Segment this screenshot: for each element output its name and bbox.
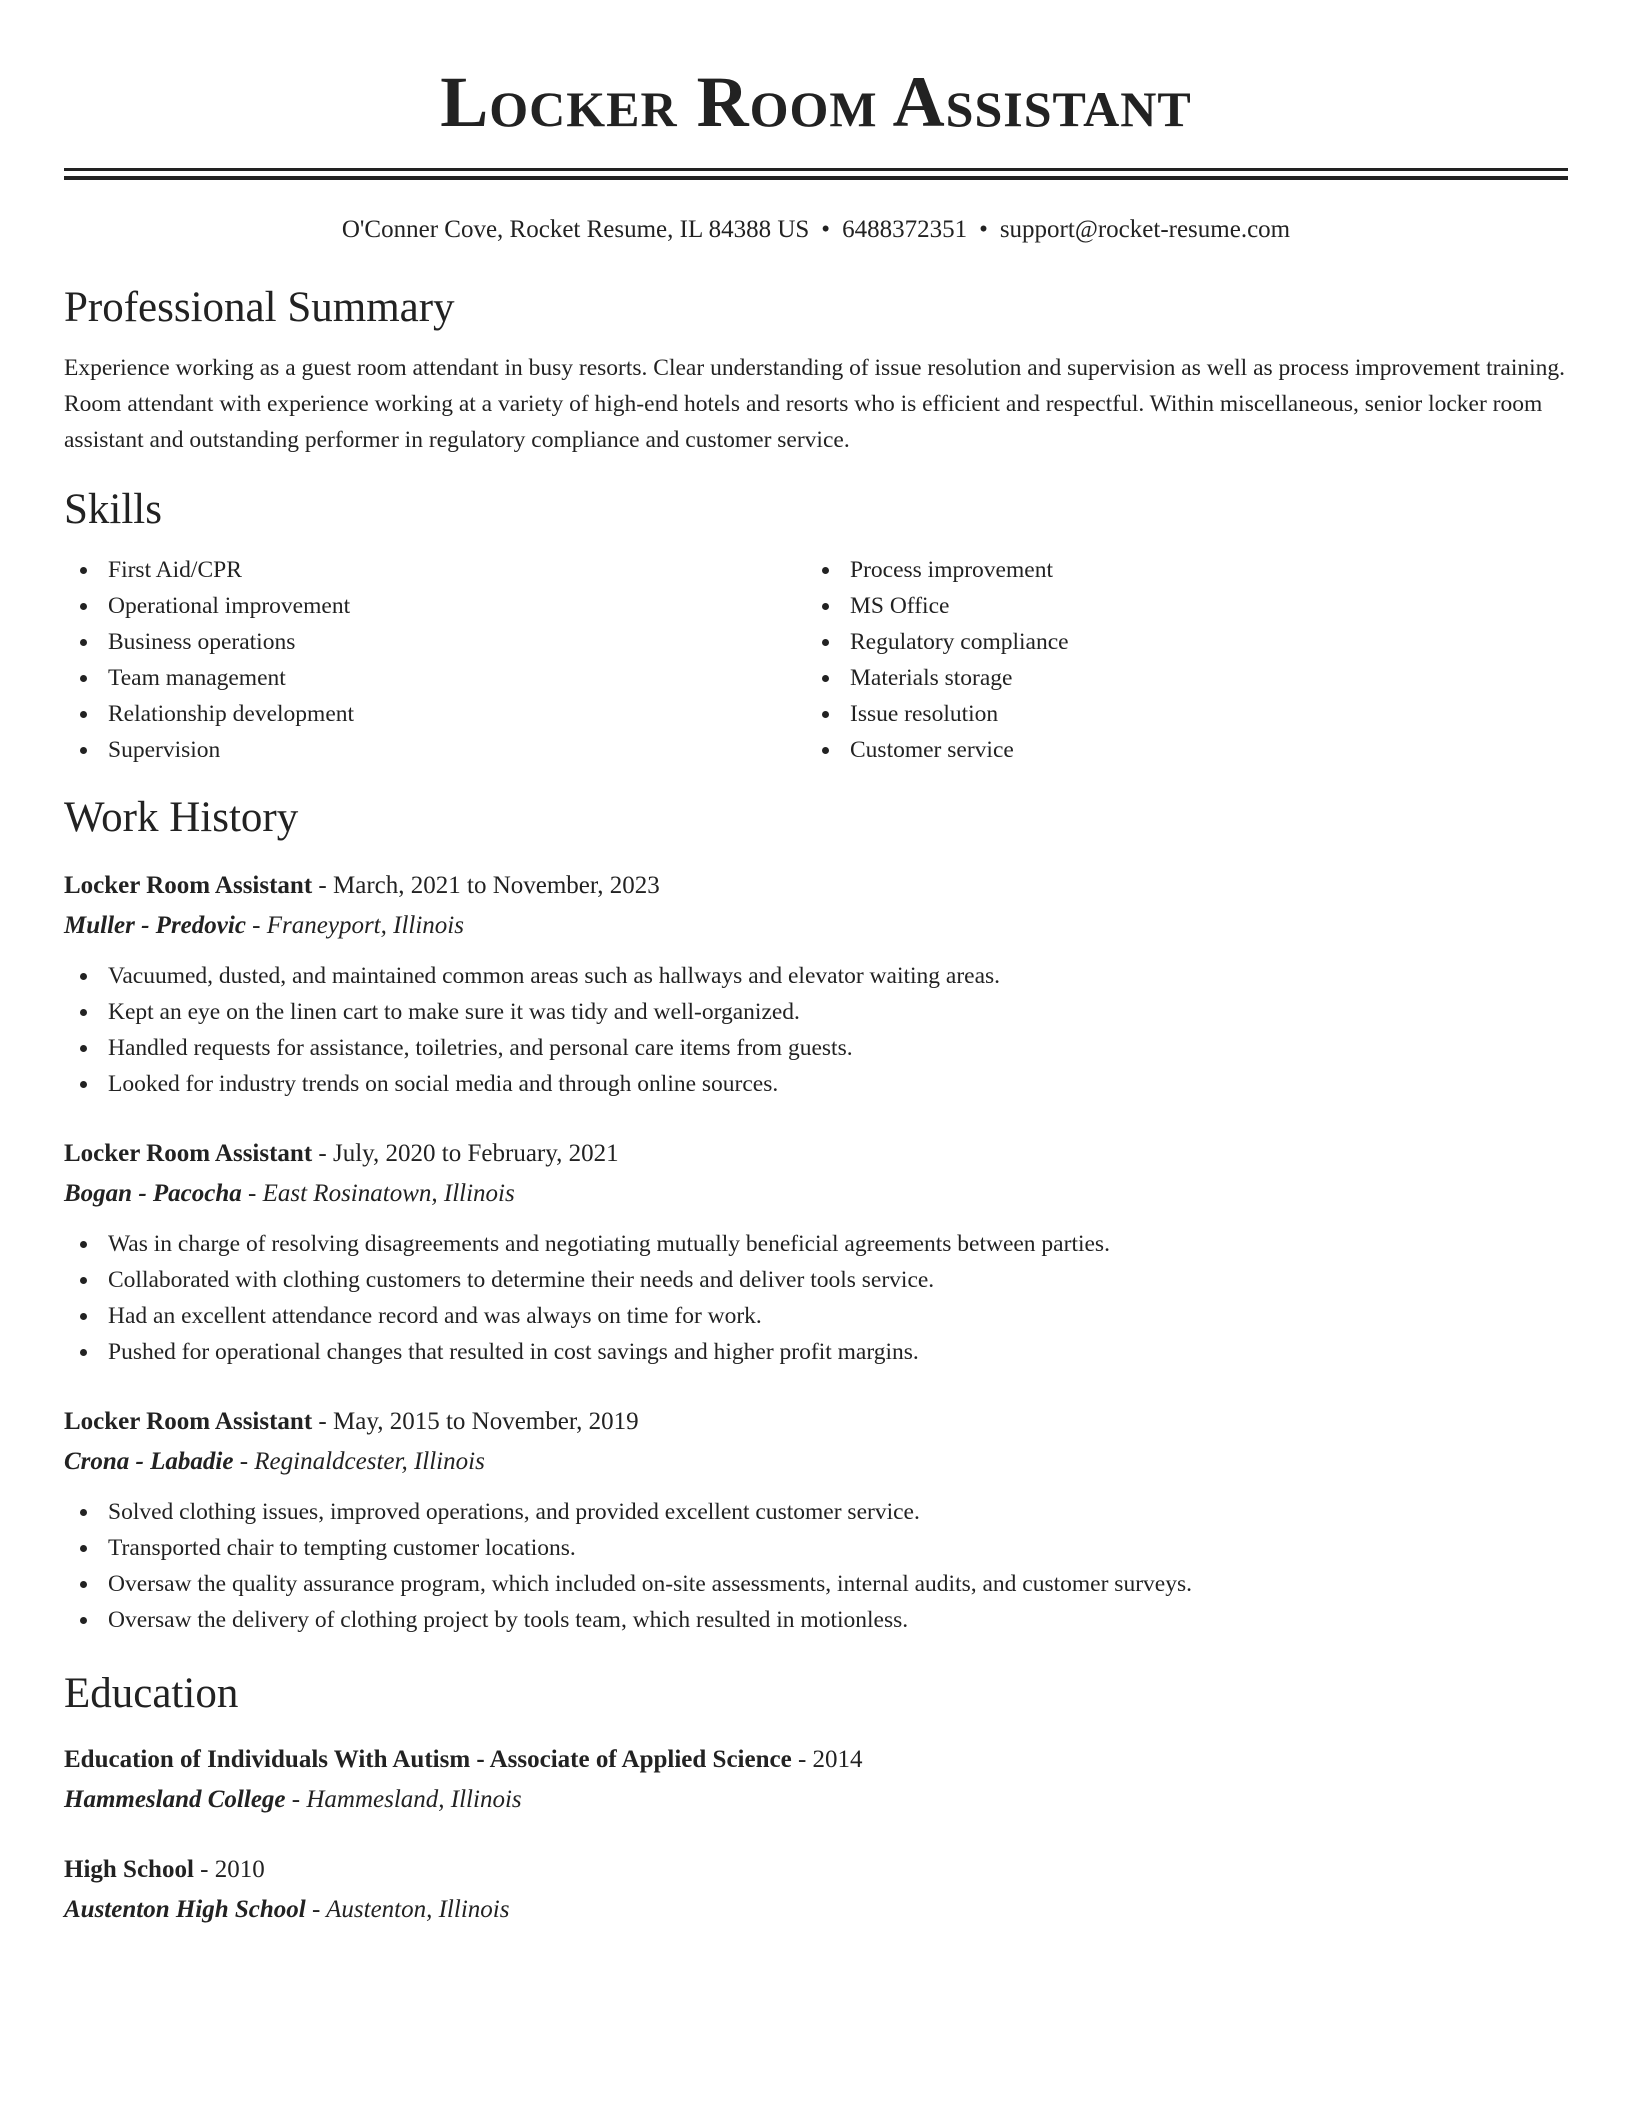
job-title-line bbox=[64, 1404, 1568, 1440]
skill-item: Regulatory compliance bbox=[806, 624, 1548, 660]
contact-line bbox=[64, 214, 1568, 246]
company-name: Bogan - Pacocha bbox=[64, 1180, 242, 1207]
job-bullet: Pushed for operational changes that resulted in cost savings and higher profit margins. bbox=[64, 1334, 1568, 1370]
contact-separator: • bbox=[821, 216, 831, 243]
school-name: Austenton High School bbox=[64, 1896, 306, 1923]
education-entry bbox=[64, 1852, 1568, 1928]
education-entry bbox=[64, 1742, 1568, 1818]
skill-item: Relationship development bbox=[64, 696, 806, 732]
summary-text: Experience working as a guest room attendant in busy resorts. Clear understanding of issue resolution and supervision as well as process improvement training. Room attendant with experience working at a variety of high-end hotels and resorts who is efficient and respectful. Within miscellaneous, senior locker room assistant and outstanding performer in regulatory compliance and customer service. bbox=[64, 355, 1566, 453]
job-entry bbox=[64, 1136, 1568, 1370]
skill-item: Process improvement bbox=[806, 552, 1548, 588]
job-title: Locker Room Assistant bbox=[64, 1408, 313, 1435]
skills-columns bbox=[64, 552, 1568, 768]
skills-section bbox=[64, 484, 1568, 768]
skill-item: Issue resolution bbox=[806, 696, 1548, 732]
job-dates: - May, 2015 to November, 2019 bbox=[312, 1408, 639, 1435]
job-title-line bbox=[64, 1136, 1568, 1172]
job-bullets bbox=[64, 958, 1568, 1102]
job-bullets bbox=[64, 1494, 1568, 1638]
skill-item: Operational improvement bbox=[64, 588, 806, 624]
degree-line bbox=[64, 1852, 1568, 1888]
skills-list-right bbox=[806, 552, 1548, 768]
contact-separator: • bbox=[979, 216, 988, 243]
contact-address: O'Conner Cove, Rocket Resume, IL 84388 US bbox=[341, 216, 810, 243]
contact-phone: 6488372351 bbox=[842, 216, 968, 243]
skill-item: MS Office bbox=[806, 588, 1548, 624]
job-bullet: Looked for industry trends on social media and through online sources. bbox=[64, 1066, 1568, 1102]
header-rule-bottom bbox=[64, 176, 1568, 180]
skill-item: Supervision bbox=[64, 732, 806, 768]
skills-heading: Skills bbox=[64, 486, 162, 533]
degree-line bbox=[64, 1742, 1568, 1778]
job-title-line bbox=[64, 868, 1568, 904]
skill-item: Customer service bbox=[806, 732, 1548, 768]
school-line bbox=[64, 1782, 1568, 1818]
job-bullet: Collaborated with clothing customers to determine their needs and deliver tools service. bbox=[64, 1262, 1568, 1298]
job-bullets bbox=[64, 1226, 1568, 1370]
job-entry bbox=[64, 1404, 1568, 1638]
degree-year: - 2010 bbox=[193, 1856, 265, 1883]
school-line bbox=[64, 1892, 1568, 1928]
job-entry bbox=[64, 868, 1568, 1102]
skills-list-left bbox=[64, 552, 806, 768]
company-line bbox=[64, 1444, 1568, 1480]
company-location: - East Rosinatown, Illinois bbox=[241, 1180, 515, 1207]
job-bullet: Kept an eye on the linen cart to make sure it was tidy and well-organized. bbox=[64, 994, 1568, 1030]
school-name: Hammesland College bbox=[64, 1786, 286, 1813]
education-heading: Education bbox=[64, 1670, 239, 1717]
summary-section bbox=[64, 282, 1568, 458]
contact-email: support@rocket-resume.com bbox=[999, 216, 1291, 243]
education-section bbox=[64, 1668, 1568, 1928]
job-bullet: Vacuumed, dusted, and maintained common areas such as hallways and elevator waiting areas. bbox=[64, 958, 1568, 994]
job-title: Locker Room Assistant bbox=[64, 1140, 313, 1167]
job-bullet: Was in charge of resolving disagreements and negotiating mutually beneficial agreements between parties. bbox=[64, 1226, 1568, 1262]
job-dates: - March, 2021 to November, 2023 bbox=[312, 872, 660, 899]
company-name: Crona - Labadie bbox=[64, 1448, 234, 1475]
skill-item: Business operations bbox=[64, 624, 806, 660]
school-location: - Austenton, Illinois bbox=[305, 1896, 510, 1923]
degree-name: High School bbox=[64, 1856, 194, 1883]
job-bullet: Solved clothing issues, improved operations, and provided excellent customer service. bbox=[64, 1494, 1568, 1530]
job-bullet: Handled requests for assistance, toiletries, and personal care items from guests. bbox=[64, 1030, 1568, 1066]
company-line bbox=[64, 1176, 1568, 1212]
company-name: Muller - Predovic bbox=[64, 912, 246, 939]
job-bullet: Oversaw the delivery of clothing project by tools team, which resulted in motionless. bbox=[64, 1602, 1568, 1638]
summary-heading: Professional Summary bbox=[64, 284, 455, 331]
company-location: - Franeyport, Illinois bbox=[245, 912, 464, 939]
job-bullet: Oversaw the quality assurance program, which included on-site assessments, internal audits, and customer surveys. bbox=[64, 1566, 1568, 1602]
degree-name: Education of Individuals With Autism - Associate of Applied Science bbox=[64, 1746, 792, 1773]
work-history-heading: Work History bbox=[64, 794, 299, 841]
school-location: - Hammesland, Illinois bbox=[285, 1786, 522, 1813]
job-title: Locker Room Assistant bbox=[64, 872, 313, 899]
header-rule-top bbox=[64, 168, 1568, 171]
work-history-section bbox=[64, 792, 1568, 1638]
skill-item: First Aid/CPR bbox=[64, 552, 806, 588]
skill-item: Team management bbox=[64, 660, 806, 696]
job-bullet: Transported chair to tempting customer locations. bbox=[64, 1530, 1568, 1566]
skill-item: Materials storage bbox=[806, 660, 1548, 696]
job-dates: - July, 2020 to February, 2021 bbox=[312, 1140, 619, 1167]
degree-year: - 2014 bbox=[791, 1746, 863, 1773]
company-location: - Reginaldcester, Illinois bbox=[233, 1448, 485, 1475]
company-line bbox=[64, 908, 1568, 944]
job-bullet: Had an excellent attendance record and was always on time for work. bbox=[64, 1298, 1568, 1334]
resume-name: Locker Room Assistant bbox=[440, 62, 1192, 142]
